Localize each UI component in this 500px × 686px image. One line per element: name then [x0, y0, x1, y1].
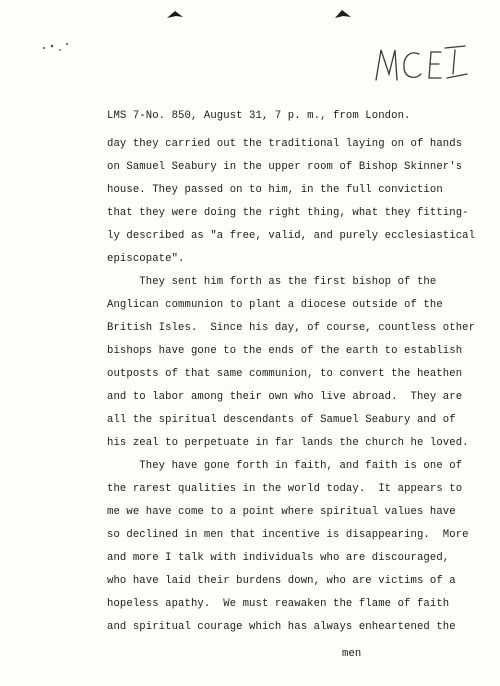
body-line-16: the rarest qualities in the world today. It appears to [107, 483, 463, 495]
memo-header: LMS 7-No. 850, August 31, 7 p. m., from London. [107, 110, 411, 122]
body-line-21: hopeless apathy. We must reawaken the flame of faith [107, 598, 450, 610]
body-line-19: and more I talk with individuals who are discouraged, [107, 552, 450, 564]
body-line-8: Anglican communion to plant a diocese outside of the [107, 299, 443, 311]
paper-specks [40, 40, 80, 60]
body-line-3: house. They passed on to him, in the full conviction [107, 184, 443, 196]
body-line-18: so declined in men that incentive is disappearing. More [107, 529, 469, 541]
body-line-7: They sent him forth as the first bishop of the [107, 276, 437, 288]
body-line-14: his zeal to perpetuate in far lands the church he loved. [107, 437, 469, 449]
body-line-6: episcopate". [107, 253, 185, 265]
body-line-12: and to labor among their own who live abroad. They are [107, 391, 463, 403]
body-line-15: They have gone forth in faith, and faith is one of [107, 460, 463, 472]
body-line-22: and spiritual courage which has always enheartened the [107, 621, 456, 633]
body-line-13: all the spiritual descendants of Samuel Seabury and of [107, 414, 456, 426]
body-line-9: British Isles. Since his day, of course, countless other [107, 322, 476, 334]
binding-hole-mark-right [334, 9, 352, 21]
body-line-5: ly described as "a free, valid, and purely ecclesiastical [107, 230, 476, 242]
catchword: men [342, 648, 362, 660]
binding-hole-mark-left [166, 10, 184, 20]
body-line-17: me we have come to a point where spiritual values have [107, 506, 456, 518]
handwritten-annotation [373, 44, 468, 84]
body-line-4: that they were doing the right thing, what they fitting- [107, 207, 469, 219]
body-line-11: outposts of that same communion, to convert the heathen [107, 368, 463, 380]
body-line-20: who have laid their burdens down, who are victims of a [107, 575, 456, 587]
body-line-10: bishops have gone to the ends of the earth to establish [107, 345, 463, 357]
body-line-1: day they carried out the traditional laying on of hands [107, 138, 463, 150]
body-line-2: on Samuel Seabury in the upper room of Bishop Skinner's [107, 161, 463, 173]
